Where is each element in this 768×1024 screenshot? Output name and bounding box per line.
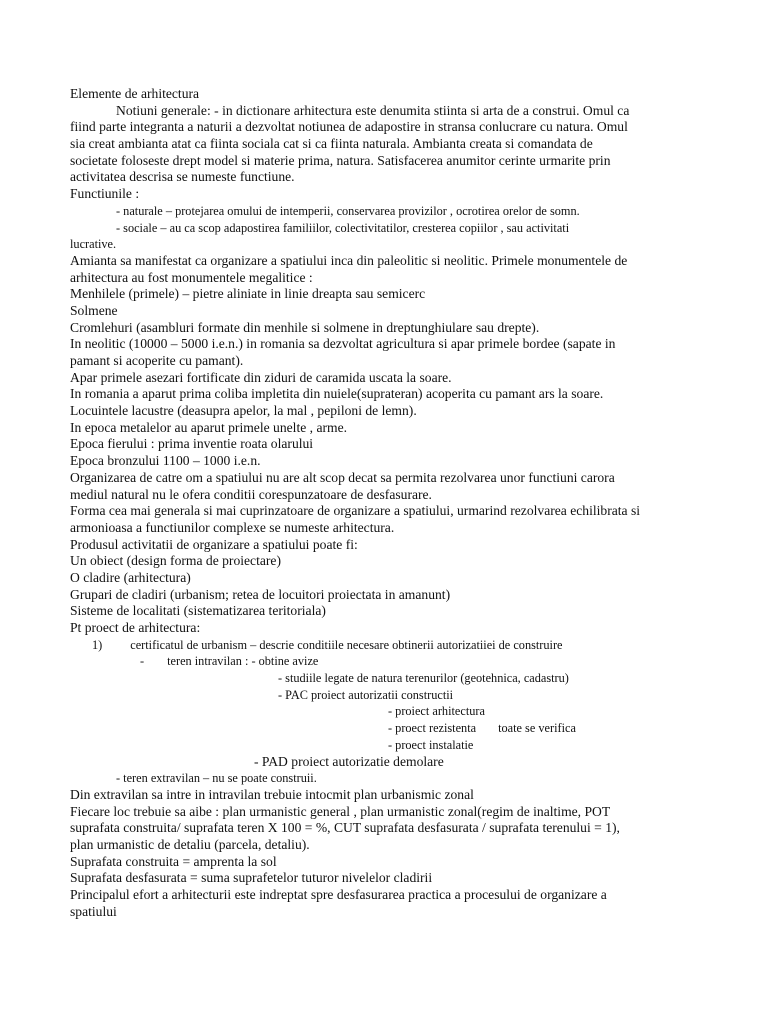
document-body [70,86,722,920]
paragraph-line: Solmene [70,302,118,318]
paragraph-line: Fiecare loc trebuie sa aibe : plan urmanistic general , plan urmanistic zonal(regim de inaltime, POT [70,803,611,819]
paragraph-line: armonioasa a functiunilor complexe se numeste arhitectura. [70,519,395,535]
numbered-item [70,637,722,654]
paragraph-line: Principalul efort a arhitecturii este indreptat spre desfasurarea practica a procesului de organizare a [70,887,607,902]
paragraph-line: Epoca bronzului 1100 – 1000 i.e.n. [70,453,261,469]
paragraph-line: mediul natural nu le ofera conditii corespunzatoare de desfasurare. [70,486,432,502]
item-text: teren intravilan : - obtine avize [167,654,319,669]
paragraph-line: Suprafata construita = amprenta la sol [70,853,277,869]
list-subitem: - proect instalatie [388,737,474,752]
document-title: Elemente de arhitectura [70,86,200,101]
paragraph-line: spatiului [70,903,117,919]
paragraph-line: plan urmanistic de detaliu (parcela, detaliu). [70,836,310,852]
paragraph-line: In epoca metalelor au aparut primele unelte , arme. [70,419,348,435]
list-item: - naturale – protejarea omului de intemperii, conservarea provizilor , ocrotirea orelor de somn. [116,203,580,218]
list-item: - sociale – au ca scop adapostirea familiilor, colectivitatilor, cresterea copiilor , sau activitati [116,220,570,235]
paragraph-line: Notiuni generale: - in dictionare arhitectura este denumita stiinta si arta de a construi. Omul ca [116,102,630,118]
list-item [70,653,722,670]
paragraph-line: Organizarea de catre om a spatiului nu are alt scop decat sa permita rezolvarea unor functiuni carora [70,469,615,485]
paragraph-line: activitatea descrisa se numeste functiune. [70,169,295,185]
paragraph-line: lucrative. [70,237,117,252]
paragraph-line: Produsul activitatii de organizare a spatiului poate fi: [70,536,358,552]
list-subitem: - PAC proiect autorizatii constructii [278,687,454,702]
section-heading: Functiunile : [70,186,140,202]
list-subitem: - studiile legate de natura terenurilor (geotehnica, cadastru) [278,671,569,686]
paragraph-line: arhitectura au fost monumentele megalitice : [70,269,313,285]
paragraph-line: Din extravilan sa intre in intravilan trebuie intocmit plan urbanismic zonal [70,786,474,802]
list-subitem: - PAD proiect autorizatie demolare [254,753,444,769]
paragraph-line: Suprafata desfasurata = suma suprafetelor tuturor nivelelor cladirii [70,870,433,886]
paragraph-line: suprafata construita/ suprafata teren X 100 = %, CUT suprafata desfasurata / suprafata terenului = 1), [70,820,620,836]
list-subitem [70,720,722,737]
item-number: 1) [92,637,103,652]
side-note: toate se verifica [498,721,576,736]
dash-bullet: - [140,654,145,669]
list-subitem: - proiect arhitectura [388,704,485,719]
paragraph-line: Amianta sa manifestat ca organizare a spatiului inca din paleolitic si neolitic. Primele monumentele de [70,252,628,268]
paragraph-line: O cladire (arhitectura) [70,569,191,585]
paragraph-line: Grupari de cladiri (urbanism; retea de locuitori proiectata in amanunt) [70,586,451,602]
item-text: certificatul de urbanism – descrie conditiile necesare obtinerii autorizatiiei de construire [130,637,563,652]
paragraph-line: Un obiect (design forma de proiectare) [70,553,281,569]
paragraph-line: Sisteme de localitati (sistematizarea teritoriala) [70,603,326,619]
list-item: - teren extravilan – nu se poate construii. [116,771,317,786]
paragraph-line: Cromlehuri (asambluri formate din menhile si solmene in dreptunghiulare sau drepte). [70,319,540,335]
paragraph-line: In neolitic (10000 – 5000 i.e.n.) in romania sa dezvoltat agricultura si apar primele bordee (sapate in [70,336,616,352]
paragraph-line: Locuintele lacustre (deasupra apelor, la mal , pepiloni de lemn). [70,403,417,419]
paragraph-line: Menhilele (primele) – pietre aliniate in linie dreapta sau semicerc [70,286,426,302]
paragraph-line: pamant si acoperite cu pamant). [70,353,244,368]
paragraph-line: fiind parte integranta a naturii a dezvoltat notiunea de adapostire in stransa conlucrare cu natura. Omul [70,119,628,135]
paragraph-line: Epoca fierului : prima inventie roata olarului [70,436,314,452]
paragraph-line: societate foloseste drept model si materie prima, natura. Satisfacerea anumitor cerinte urmarite prin [70,152,611,168]
item-text: - proect rezistenta [388,721,477,736]
paragraph-line: sia creat ambianta atat ca fiinta sociala cat si ca fiinta naturala. Ambianta creata si comandata de [70,136,593,152]
paragraph-line: In romania a aparut prima coliba impletita din nuiele(suprateran) acoperita cu pamant ars la soare. [70,386,604,402]
paragraph-line: Apar primele asezari fortificate din ziduri de caramida uscata la soare. [70,369,452,385]
paragraph-line: Forma cea mai generala si mai cuprinzatoare de organizare a spatiului, urmarind rezolvarea echilibrata si [70,503,641,519]
section-heading: Pt proect de arhitectura: [70,620,201,635]
